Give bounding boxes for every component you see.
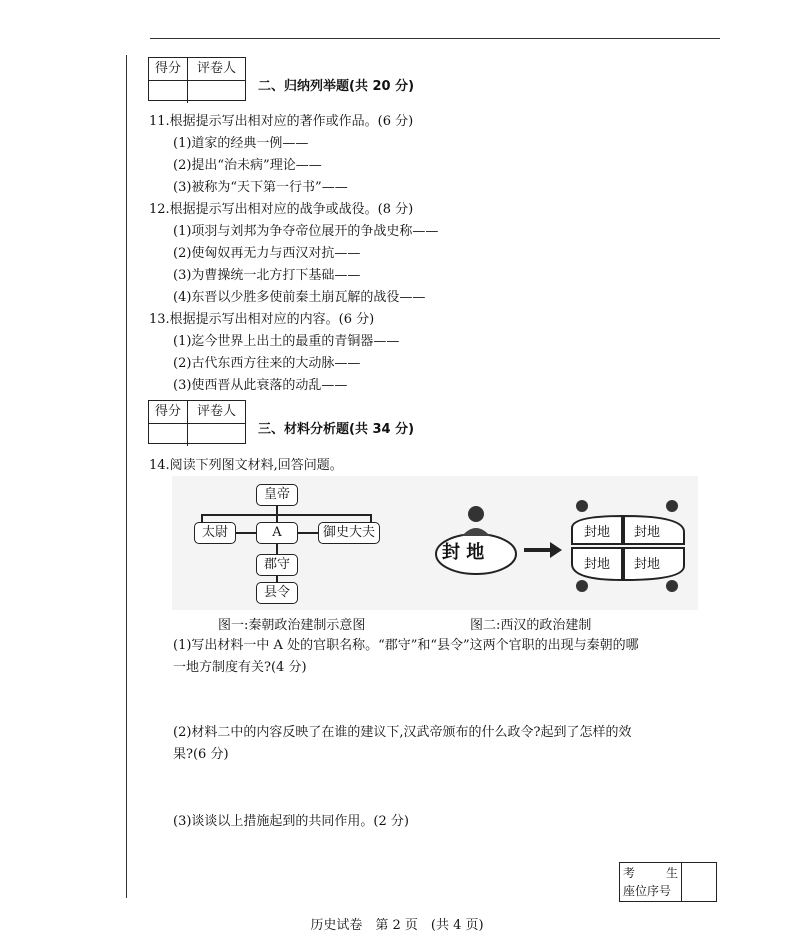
q12-item-2: (2)使匈奴再无力与西汉对抗—— — [173, 246, 361, 261]
score-cell[interactable] — [149, 424, 188, 446]
node-emperor: 皇帝 — [256, 484, 298, 506]
score-label: 得分 — [149, 58, 188, 80]
seat-number-box — [619, 862, 717, 902]
figure-head — [576, 580, 588, 592]
node-a: A — [256, 522, 298, 544]
seat-number-label — [620, 863, 682, 901]
score-table-section2 — [148, 57, 246, 101]
binding-line — [126, 55, 127, 898]
node-junshou: 郡守 — [256, 554, 298, 576]
top-rule — [150, 38, 720, 39]
figure-head — [666, 580, 678, 592]
page-footer: 历史试卷 第 2 页 (共 4 页) — [310, 918, 484, 933]
grader-cell[interactable] — [188, 424, 245, 446]
q13-stem: 13.根据提示写出相对应的内容。(6 分) — [149, 312, 375, 327]
q14-figure — [172, 476, 698, 610]
q14-stem: 14.阅读下列图文材料,回答问题。 — [149, 458, 343, 473]
score-cell[interactable] — [149, 81, 188, 103]
q11-item-3: (3)被称为“天下第一行书”—— — [173, 180, 348, 195]
fief-label-3: 封地 — [584, 557, 611, 572]
node-xianling: 县令 — [256, 582, 298, 604]
q14-part1-line1: (1)写出材料一中 A 处的官职名称。“郡守”和“县令”这两个官职的出现与秦朝的哪 — [173, 638, 639, 653]
seat-number-field[interactable] — [682, 863, 716, 901]
whole-fief-label: 封 地 — [442, 542, 485, 563]
grader-label: 评卷人 — [196, 404, 236, 419]
q12-stem: 12.根据提示写出相对应的战争或战役。(8 分) — [149, 202, 414, 217]
section2-title: 二、归纳列举题(共 20 分) — [258, 79, 415, 94]
q11-stem: 11.根据提示写出相对应的著作或作品。(6 分) — [149, 114, 414, 129]
grader-cell[interactable] — [188, 81, 245, 103]
q14-part2-line1: (2)材料二中的内容反映了在谁的建议下,汉武帝颁布的什么政令?起到了怎样的效 — [173, 725, 632, 740]
q12-item-3: (3)为曹操统一北方打下基础—— — [173, 268, 361, 283]
q13-item-1: (1)迄今世界上出土的最重的青铜器—— — [173, 334, 400, 349]
figure1-caption: 图一:秦朝政治建制示意图 — [218, 618, 366, 633]
q11-item-2: (2)提出“治未病”理论—— — [173, 158, 322, 173]
fief-label-4: 封地 — [634, 557, 661, 572]
score-table-section3 — [148, 400, 246, 444]
section3-title: 三、材料分析题(共 34 分) — [258, 422, 415, 437]
fief-label-2: 封地 — [634, 525, 661, 540]
q13-item-3: (3)使西晋从此衰落的动乱—— — [173, 378, 348, 393]
grader-label: 评卷人 — [196, 61, 236, 76]
fief-label-1: 封地 — [584, 525, 611, 540]
q13-item-2: (2)古代东西方往来的大动脉—— — [173, 356, 361, 371]
seat-label-kao: 考 — [623, 866, 636, 880]
figure-head — [666, 500, 678, 512]
q11-item-1: (1)道家的经典一例—— — [173, 136, 309, 151]
q12-item-4: (4)东晋以少胜多使前秦土崩瓦解的战役—— — [173, 290, 426, 305]
score-label: 得分 — [149, 401, 188, 423]
lord-figure-body — [462, 528, 490, 536]
seat-label-xuhao: 座位序号 — [623, 884, 672, 898]
node-taiwei: 太尉 — [194, 522, 236, 544]
arrow-icon — [524, 542, 562, 558]
figure2-caption: 图二:西汉的政治建制 — [470, 618, 592, 633]
q12-item-1: (1)项羽与刘邦为争夺帝位展开的争战史称—— — [173, 224, 439, 239]
q14-part2-line2: 果?(6 分) — [173, 747, 229, 762]
node-yushi: 御史大夫 — [318, 522, 380, 544]
q14-part1-line2: 一地方制度有关?(4 分) — [173, 660, 307, 675]
seat-label-sheng: 生 — [665, 866, 678, 880]
q14-part3: (3)谈谈以上措施起到的共同作用。(2 分) — [173, 814, 409, 829]
figure-head — [576, 500, 588, 512]
lord-figure-head — [468, 506, 484, 522]
